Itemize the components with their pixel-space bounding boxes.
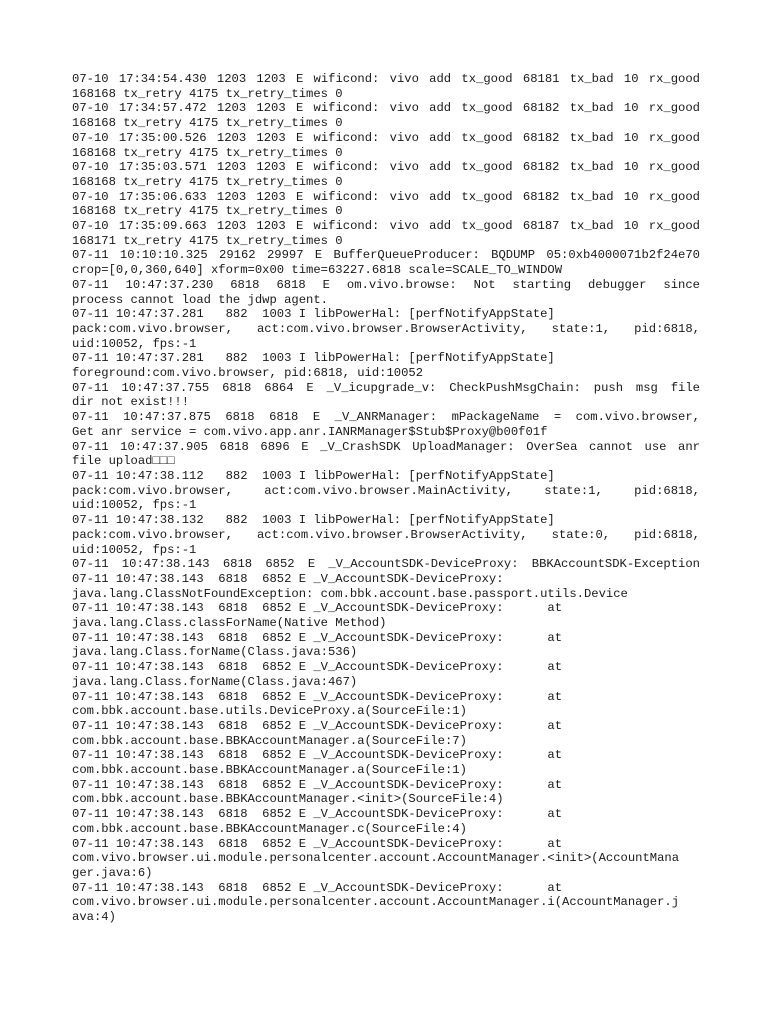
log-line: 07-11 10:47:38.143 6818 6852 E _V_AccountSDK-DeviceProxy: at bbox=[72, 630, 563, 645]
log-line: uid:10052, fps:-1 bbox=[72, 542, 197, 557]
log-line: 07-10 17:35:00.526 1203 1203 E wificond: vivo add tx_good 68182 tx_bad 10 rx_good bbox=[72, 130, 700, 145]
log-line: 168168 tx_retry 4175 tx_retry_times 0 bbox=[72, 174, 343, 189]
log-line: 07-11 10:47:38.143 6818 6852 E _V_AccountSDK-DeviceProxy: at bbox=[72, 807, 563, 822]
log-line: java.lang.Class.forName(Class.java:536) bbox=[72, 645, 358, 660]
log-line: com.bbk.account.base.BBKAccountManager.<init>(SourceFile:4) bbox=[72, 792, 504, 807]
log-line: 168168 tx_retry 4175 tx_retry_times 0 bbox=[72, 86, 343, 101]
log-line: com.bbk.account.base.BBKAccountManager.c(SourceFile:4) bbox=[72, 821, 467, 836]
log-line: 07-11 10:47:38.143 6818 6852 E _V_AccountSDK-DeviceProxy: BBKAccountSDK-Exception bbox=[72, 557, 700, 572]
log-line: pack:com.vivo.browser, act:com.vivo.browser.MainActivity, state:1, pid:6818, bbox=[72, 483, 700, 498]
log-line: process cannot load the jdwp agent. bbox=[72, 292, 328, 307]
log-line: 07-11 10:47:37.230 6818 6818 E om.vivo.browse: Not starting debugger since bbox=[72, 277, 700, 292]
log-line: 07-11 10:47:37.281 882 1003 I libPowerHal: [perfNotifyAppState] bbox=[72, 307, 555, 322]
log-line: 07-10 17:34:57.472 1203 1203 E wificond: vivo add tx_good 68182 tx_bad 10 rx_good bbox=[72, 101, 700, 116]
log-line: uid:10052, fps:-1 bbox=[72, 498, 197, 513]
log-line: 07-11 10:47:38.143 6818 6852 E _V_AccountSDK-DeviceProxy: at bbox=[72, 601, 563, 616]
log-line: com.vivo.browser.ui.module.personalcenter.account.AccountManager.i(AccountManager.j bbox=[72, 895, 680, 910]
log-line: 07-10 17:34:54.430 1203 1203 E wificond: vivo add tx_good 68181 tx_bad 10 rx_good bbox=[72, 72, 700, 86]
log-line: 07-11 10:47:38.143 6818 6852 E _V_AccountSDK-DeviceProxy: at bbox=[72, 718, 563, 733]
log-line: 07-11 10:47:38.132 882 1003 I libPowerHal: [perfNotifyAppState] bbox=[72, 513, 555, 528]
log-line: crop=[0,0,360,640] xform=0x00 time=63227.6818 scale=SCALE_TO_WINDOW bbox=[72, 263, 563, 278]
log-line: com.vivo.browser.ui.module.personalcenter.account.AccountManager.<init>(AccountMana bbox=[72, 851, 680, 866]
log-line: 07-11 10:47:38.143 6818 6852 E _V_AccountSDK-DeviceProxy: at bbox=[72, 689, 563, 704]
log-line: java.lang.ClassNotFoundException: com.bbk.account.base.passport.utils.Device bbox=[72, 586, 628, 601]
log-line: uid:10052, fps:-1 bbox=[72, 336, 197, 351]
log-line: 168168 tx_retry 4175 tx_retry_times 0 bbox=[72, 145, 343, 160]
log-line: 07-11 10:47:38.143 6818 6852 E _V_AccountSDK-DeviceProxy: at bbox=[72, 836, 563, 851]
log-line: foreground:com.vivo.browser, pid:6818, uid:10052 bbox=[72, 366, 424, 381]
log-line: 07-11 10:47:38.143 6818 6852 E _V_AccountSDK-DeviceProxy: at bbox=[72, 880, 563, 895]
log-line: file upload□□□ bbox=[72, 454, 175, 469]
log-line: 07-11 10:47:37.875 6818 6818 E _V_ANRManager: mPackageName = com.vivo.browser, bbox=[72, 410, 700, 425]
log-line: com.bbk.account.base.utils.DeviceProxy.a(SourceFile:1) bbox=[72, 704, 467, 719]
log-line: 07-10 17:35:06.633 1203 1203 E wificond: vivo add tx_good 68182 tx_bad 10 rx_good bbox=[72, 189, 700, 204]
log-line: java.lang.Class.classForName(Native Method) bbox=[72, 616, 387, 631]
log-line: ava:4) bbox=[72, 910, 116, 925]
log-line: 168168 tx_retry 4175 tx_retry_times 0 bbox=[72, 204, 343, 219]
log-line: com.bbk.account.base.BBKAccountManager.a(SourceFile:7) bbox=[72, 733, 467, 748]
log-line: 07-11 10:47:38.143 6818 6852 E _V_AccountSDK-DeviceProxy: at bbox=[72, 748, 563, 763]
log-line: Get anr service = com.vivo.app.anr.IANRManager$Stub$Proxy@b00f01f bbox=[72, 424, 548, 439]
log-line: dir not exist!!! bbox=[72, 395, 190, 410]
log-line: 07-11 10:47:38.143 6818 6852 E _V_AccountSDK-DeviceProxy: bbox=[72, 571, 504, 586]
log-line: pack:com.vivo.browser, act:com.vivo.browser.BrowserActivity, state:1, pid:6818, bbox=[72, 321, 700, 336]
log-line: com.bbk.account.base.BBKAccountManager.a(SourceFile:1) bbox=[72, 763, 467, 778]
log-line: 07-11 10:47:38.112 882 1003 I libPowerHal: [perfNotifyAppState] bbox=[72, 468, 555, 483]
log-line: 07-11 10:47:37.905 6818 6896 E _V_CrashSDK UploadManager: OverSea cannot use anr bbox=[72, 439, 700, 454]
log-line: 168168 tx_retry 4175 tx_retry_times 0 bbox=[72, 116, 343, 131]
log-text-body bbox=[72, 72, 700, 925]
log-line: 07-10 17:35:03.571 1203 1203 E wificond: vivo add tx_good 68182 tx_bad 10 rx_good bbox=[72, 160, 700, 175]
log-line: 07-10 17:35:09.663 1203 1203 E wificond: vivo add tx_good 68187 tx_bad 10 rx_good bbox=[72, 219, 700, 234]
log-line: 07-11 10:47:37.281 882 1003 I libPowerHal: [perfNotifyAppState] bbox=[72, 351, 555, 366]
log-line: 168171 tx_retry 4175 tx_retry_times 0 bbox=[72, 233, 343, 248]
log-line: ger.java:6) bbox=[72, 865, 153, 880]
log-line: 07-11 10:10:10.325 29162 29997 E BufferQueueProducer: BQDUMP 05:0xb4000071b2f24e70 bbox=[72, 248, 700, 263]
log-line: 07-11 10:47:37.755 6818 6864 E _V_icupgrade_v: CheckPushMsgChain: push msg file bbox=[72, 380, 700, 395]
log-line: 07-11 10:47:38.143 6818 6852 E _V_AccountSDK-DeviceProxy: at bbox=[72, 777, 563, 792]
log-line: pack:com.vivo.browser, act:com.vivo.browser.BrowserActivity, state:0, pid:6818, bbox=[72, 527, 700, 542]
log-line: java.lang.Class.forName(Class.java:467) bbox=[72, 674, 358, 689]
log-line: 07-11 10:47:38.143 6818 6852 E _V_AccountSDK-DeviceProxy: at bbox=[72, 660, 563, 675]
